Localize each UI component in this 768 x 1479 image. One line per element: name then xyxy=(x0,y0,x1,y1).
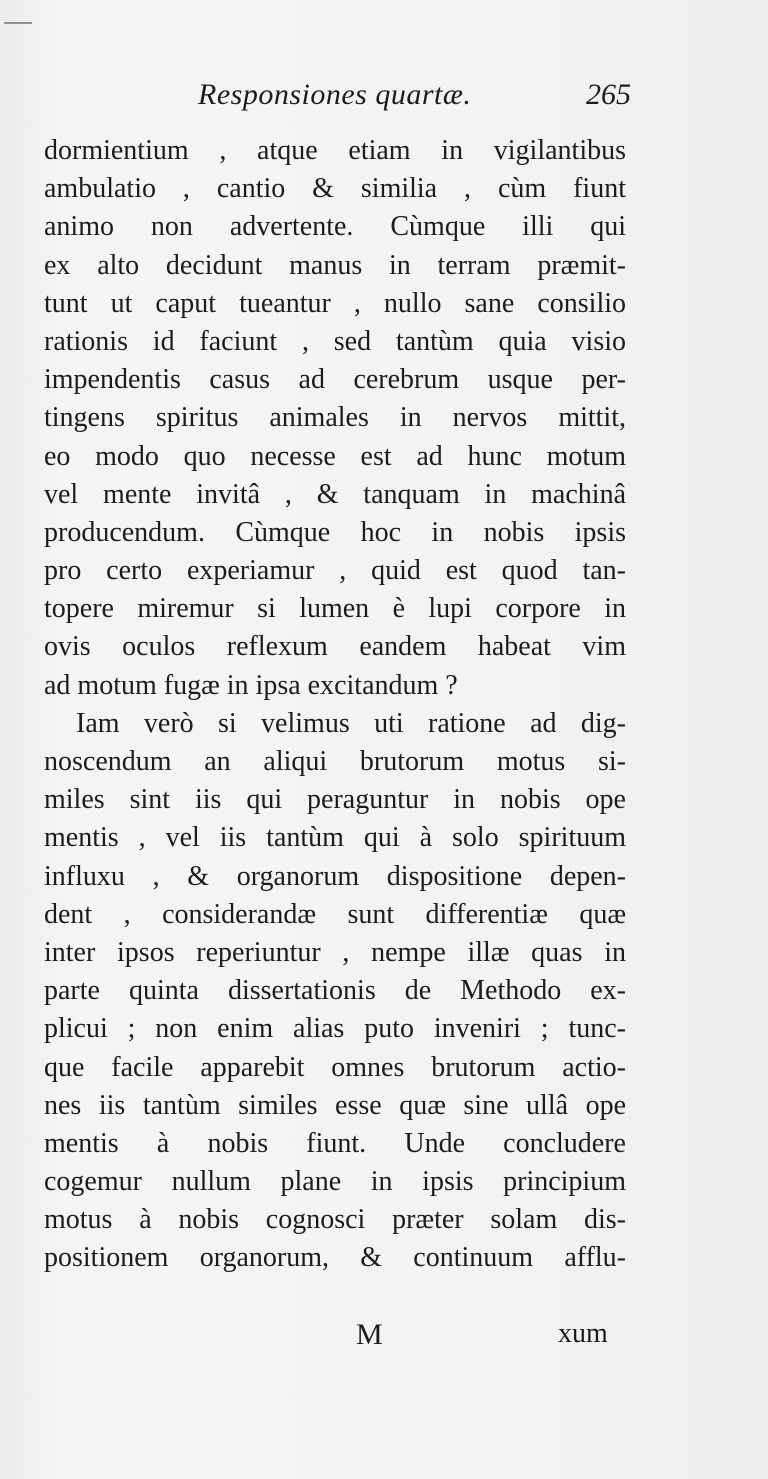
text-line: dent , considerandæ sunt differentiæ quæ xyxy=(44,898,626,930)
text-line: que facile apparebit omnes brutorum actio- xyxy=(44,1051,626,1083)
text-line: pro certo experiamur , quid est quod tan- xyxy=(44,555,626,587)
page-header xyxy=(0,78,768,122)
text-line: mentis , vel iis tantùm qui à solo spirituum xyxy=(44,822,626,854)
text-line: tingens spiritus animales in nervos mittit, xyxy=(44,402,626,434)
catchword: xum xyxy=(558,1318,608,1349)
text-line: nes iis tantùm similes esse quæ sine ullâ ope xyxy=(44,1089,626,1121)
text-line: animo non advertente. Cùmque illi qui xyxy=(44,211,626,243)
text-line: topere miremur si lumen è lupi corpore in xyxy=(44,593,626,625)
text-line: ovis oculos reflexum eandem habeat vim xyxy=(44,631,626,663)
text-line: vel mente invitâ , & tanquam in machinâ xyxy=(44,478,626,510)
text-line: dormientium , atque etiam in vigilantibus xyxy=(44,135,626,166)
text-line: plicui ; non enim alias puto inveniri ; tunc- xyxy=(44,1013,626,1045)
body-text xyxy=(44,132,626,1278)
text-line: ex alto decidunt manus in terram præmit- xyxy=(44,249,626,281)
paragraph-end-line: ad motum fugæ in ipsa excitandum ? xyxy=(44,669,458,701)
text-line: eo modo quo necesse est ad hunc motum xyxy=(44,440,626,472)
signature-mark: M xyxy=(356,1318,383,1351)
page-number: 265 xyxy=(586,78,631,111)
text-line: noscendum an aliqui brutorum motus si- xyxy=(44,746,626,777)
text-line: rationis id faciunt , sed tantùm quia visio xyxy=(44,325,626,357)
text-line: producendum. Cùmque hoc in nobis ipsis xyxy=(44,516,626,548)
page-footer xyxy=(0,1318,768,1362)
paragraph-start-line: Iam verò si velimus uti ratione ad dig- xyxy=(76,707,626,739)
text-line: influxu , & organorum dispositione depen- xyxy=(44,860,626,892)
text-line: inter ipsos reperiuntur , nempe illæ quas in xyxy=(44,936,626,968)
text-line: mentis à nobis fiunt. Unde concludere xyxy=(44,1127,626,1159)
running-title: Responsiones quartæ. xyxy=(198,78,472,111)
text-line: miles sint iis qui peraguntur in nobis ope xyxy=(44,784,626,816)
text-line: cogemur nullum plane in ipsis principium xyxy=(44,1166,626,1198)
text-line: ambulatio , cantio & similia , cùm fiunt xyxy=(44,173,626,205)
text-line: motus à nobis cognosci præter solam dis- xyxy=(44,1204,626,1236)
text-line: positionem organorum, & continuum afflu- xyxy=(44,1242,626,1274)
text-line: impendentis casus ad cerebrum usque per- xyxy=(44,364,626,396)
text-line: parte quinta dissertationis de Methodo ex- xyxy=(44,975,626,1007)
corner-mark xyxy=(4,22,32,24)
text-line: tunt ut caput tueantur , nullo sane consilio xyxy=(44,287,626,319)
